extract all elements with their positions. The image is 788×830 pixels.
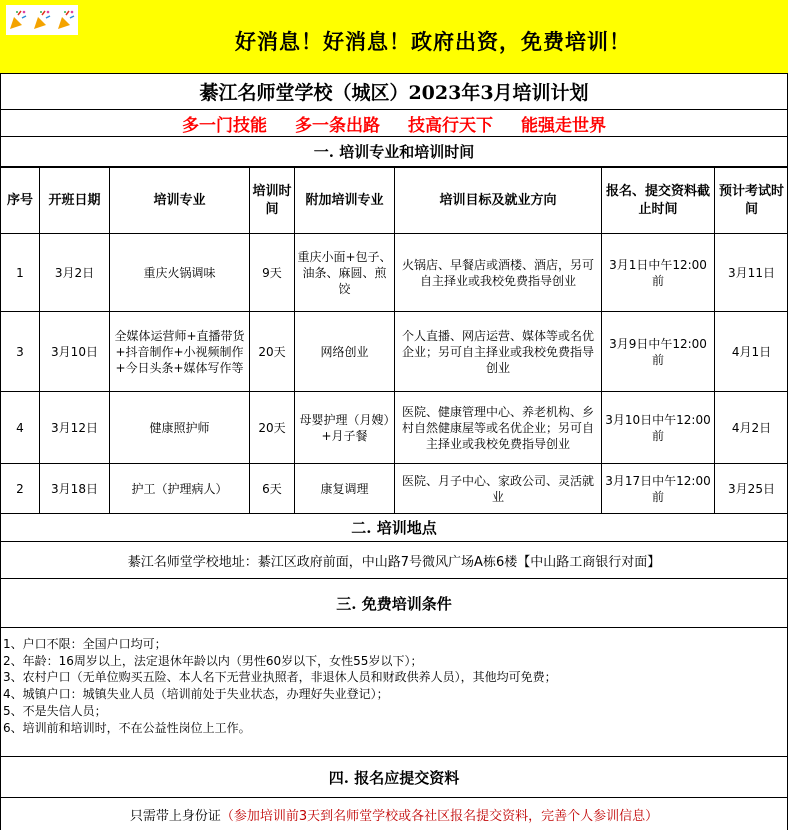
table-row (1, 464, 788, 514)
table-row (1, 312, 788, 392)
condition-item: 3、农村户口（无单位购买五险、本人名下无营业执照者，非退休人员和财政供养人员），其他均可免费； (3, 670, 557, 685)
table-row (1, 392, 788, 464)
cell-exam-date: 4月1日 (715, 312, 788, 392)
section-2-heading: 二. 培训地点 (0, 513, 788, 542)
slogan-item: 多一门技能 (182, 115, 267, 136)
section-4-heading: 四. 报名应提交资料 (0, 757, 788, 798)
section-1-heading: 一. 培训专业和培训时间 (0, 137, 788, 167)
submission-note (0, 798, 788, 830)
cell-goal: 个人直播、网店运营、媒体等或名优企业；另可自主择业或我校免费指导创业 (395, 312, 602, 392)
document-title: 綦江名师堂学校（城区）2023年3月培训计划 (0, 74, 788, 110)
slogan-item: 技高行天下 (408, 115, 493, 136)
header-cell: 附加培训专业 (295, 168, 395, 234)
condition-item: 1、户口不限：全国户口均可； (3, 637, 167, 651)
cell-deadline: 3月10日中午12:00前 (602, 392, 715, 464)
slogan-item: 能强走世界 (521, 115, 606, 136)
cell-duration: 9天 (250, 234, 295, 312)
condition-item: 5、不是失信人员； (3, 703, 107, 718)
cell-start-date: 3月2日 (40, 234, 110, 312)
header-cell: 培训目标及就业方向 (395, 168, 602, 234)
section-3-heading: 三. 免费培训条件 (0, 579, 788, 628)
conditions-list (0, 628, 788, 757)
cell-index: 2 (1, 464, 40, 514)
condition-item: 6、培训前和培训时，不在公益性岗位上工作。 (3, 720, 251, 735)
cell-index: 3 (1, 312, 40, 392)
cell-extra-major: 网络创业 (295, 312, 395, 392)
cell-major: 护工（护理病人） (110, 464, 250, 514)
cell-deadline: 3月17日中午12:00前 (602, 464, 715, 514)
cell-goal: 医院、月子中心、家政公司、灵活就业 (395, 464, 602, 514)
cell-extra-major: 康复调理 (295, 464, 395, 514)
slogan-item: 多一条出路 (295, 115, 380, 136)
cell-deadline: 3月9日中午12:00前 (602, 312, 715, 392)
cell-extra-major: 母婴护理（月嫂）+月子餐 (295, 392, 395, 464)
cell-duration: 20天 (250, 312, 295, 392)
cell-major: 全媒体运营师+直播带货+抖音制作+小视频制作+今日头条+媒体写作等 (110, 312, 250, 392)
slogan-bar (0, 110, 788, 137)
party-popper-icon (56, 9, 76, 31)
header-cell: 序号 (1, 168, 40, 234)
cell-exam-date: 4月2日 (715, 392, 788, 464)
banner-headline: 好消息！好消息！政府出资，免费培训！ (235, 29, 631, 54)
party-popper-icon (8, 9, 28, 31)
party-popper-icon (32, 9, 52, 31)
header-cell: 培训时间 (250, 168, 295, 234)
cell-deadline: 3月1日中午12:00前 (602, 234, 715, 312)
cell-goal: 医院、健康管理中心、养老机构、乡村自然健康屋等或名优企业；另可自主择业或我校免费指导创业 (395, 392, 602, 464)
header-cell: 培训专业 (110, 168, 250, 234)
cell-exam-date: 3月25日 (715, 464, 788, 514)
table-header-row (1, 168, 788, 234)
table-row (1, 234, 788, 312)
condition-item: 2、年龄：16周岁以上，法定退休年龄以内（男性60岁以下，女性55岁以下）； (3, 653, 423, 668)
header-cell: 开班日期 (40, 168, 110, 234)
cell-exam-date: 3月11日 (715, 234, 788, 312)
cell-index: 1 (1, 234, 40, 312)
banner-icons (6, 5, 78, 35)
training-address: 綦江名师堂学校地址：綦江区政府前面，中山路7号微风广场A栋6楼【中山路工商银行对面】 (0, 542, 788, 579)
cell-major: 健康照护师 (110, 392, 250, 464)
cell-major: 重庆火锅调味 (110, 234, 250, 312)
cell-start-date: 3月10日 (40, 312, 110, 392)
header-cell: 报名、提交资料截止时间 (602, 168, 715, 234)
training-schedule-table (0, 167, 788, 514)
header-cell: 预计考试时间 (715, 168, 788, 234)
condition-item: 4、城镇户口：城镇失业人员（培训前处于失业状态，办理好失业登记）； (3, 687, 389, 702)
cell-duration: 20天 (250, 392, 295, 464)
cell-goal: 火锅店、早餐店或酒楼、酒店，另可自主择业或我校免费指导创业 (395, 234, 602, 312)
cell-index: 4 (1, 392, 40, 464)
cell-start-date: 3月12日 (40, 392, 110, 464)
cell-start-date: 3月18日 (40, 464, 110, 514)
note-id-card: 只需带上身份证 (129, 808, 221, 824)
cell-extra-major: 重庆小面+包子、油条、麻圆、煎饺 (295, 234, 395, 312)
note-detail: （参加培训前3天到名师堂学校或各社区报名提交资料，完善个人参训信息） (220, 808, 659, 824)
cell-duration: 6天 (250, 464, 295, 514)
banner (0, 0, 788, 74)
